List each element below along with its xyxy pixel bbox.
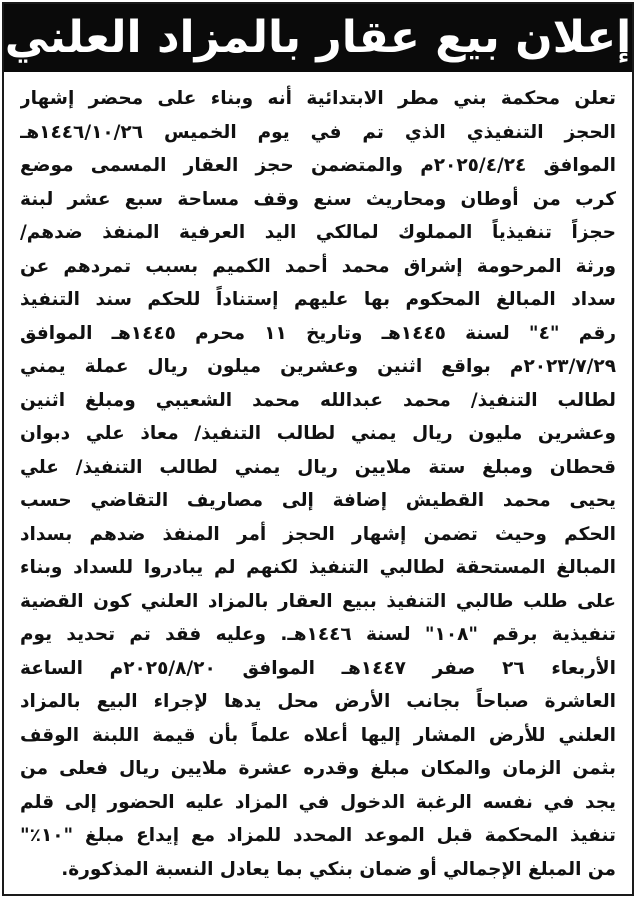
notice-line-10: لطالب التنفيذ/ محمد عبدالله محمد الشعيبي ومبلغ اثنين [20, 389, 616, 411]
notice-title: إعلان بيع عقار بالمزاد العلني [4, 12, 632, 63]
notice-line-19: العاشرة صباحاً بجانب الأرض محل يدها لإجراء البيع بالمزاد [20, 691, 616, 712]
notice-line-23: تنفيذ المحكمة قبل الموعد المحدد للمزاد مع إيداع مبلغ "١٠٪" [20, 825, 616, 846]
notice-body [20, 82, 616, 886]
notice-line-14: الحكم وحيث تضمن إشهار الحجز أمر المنفذ ضدهم بسداد [20, 523, 616, 545]
notice-line-20: العلني للأرض المشار إليها أعلاه علماً بأن قيمة اللبنة الوقف [20, 724, 616, 746]
notice-line-22: يجد في نفسه الرغبة الدخول في المزاد عليه الحضور إلى قلم [20, 791, 616, 813]
notice-line-18: الأربعاء ٢٦ صفر ١٤٤٧هـ الموافق ٢٠٢٥/٨/٢٠م الساعة [20, 657, 616, 679]
auction-notice [2, 2, 634, 896]
notice-line-13: يحيى محمد القطيش إضافة إلى مصاريف التقاضي حسب [20, 490, 616, 511]
notice-line-1: تعلن محكمة بني مطر الابتدائية أنه وبناء على محضر إشهار [20, 88, 616, 109]
notice-line-17: تنفيذية برقم "١٠٨" لسنة ١٤٤٦هـ. وعليه فقد تم تحديد يوم [20, 624, 616, 645]
notice-line-7: سداد المبالغ المحكوم بها عليهم إستناداً للحكم سند التنفيذ [20, 289, 616, 310]
notice-line-21: بثمن الزمان والمكان مبلغ وقدره عشرة ملايين ريال فعلى من [20, 758, 616, 779]
notice-line-24: من المبلغ الإجمالي أو ضمان بنكي بما يعادل النسبة المذكورة. [61, 858, 616, 880]
notice-header-banner [4, 4, 632, 72]
notice-line-3: الموافق ٢٠٢٥/٤/٢٤م والمتضمن حجز العقار المسمى موضع [20, 155, 616, 176]
notice-line-4: كرب من أوطان ومحاريث سنع وقف مساحة سبع عشر لبنة [20, 188, 616, 210]
notice-line-12: قحطان ومبلغ ستة ملايين ريال يمني لطالب التنفيذ/ علي [20, 456, 616, 478]
notice-line-2: الحجز التنفيذي الذي تم في يوم الخميس ١٤٤٦/١٠/٢٦هـ [20, 121, 616, 143]
notice-line-8: رقم "٤" لسنة ١٤٤٥هـ وتاريخ ١١ محرم ١٤٤٥هـ الموافق [20, 322, 616, 344]
notice-line-9: ٢٠٢٣/٧/٢٩م بواقع اثنين وعشرين ميلون ريال عملة يمني [20, 356, 616, 377]
notice-line-11: وعشرين مليون ريال يمني لطالب التنفيذ/ معاذ علي دبوان [20, 423, 616, 444]
notice-line-15: المبالغ المستحقة لطالبي التنفيذ لكنهم لم يبادروا للسداد وبناء [20, 557, 616, 578]
notice-line-6: ورثة المرحومة إشراق محمد أحمد الكميم بسبب تمردهم عن [20, 255, 616, 277]
notice-line-16: على طلب طالبي التنفيذ ببيع العقار بالمزاد العلني كون القضية [20, 590, 616, 612]
notice-line-5: حجزاً تنفيذياً المملوك لمالكي اليد العرفية المنفذ ضدهم/ [20, 222, 616, 243]
